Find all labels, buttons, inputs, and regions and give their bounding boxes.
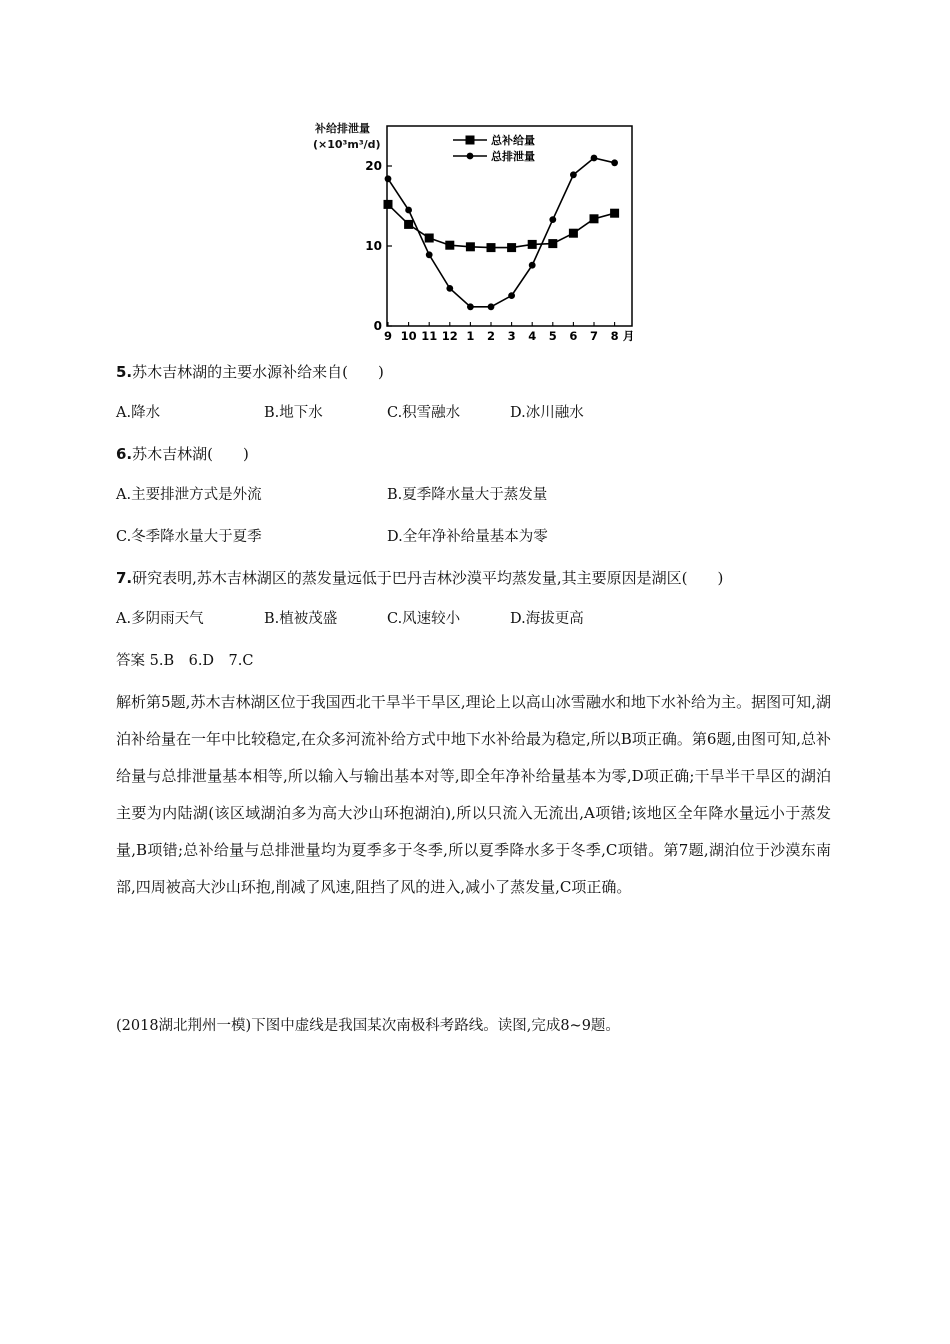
- y-axis-unit: (×10³m³/d): [313, 138, 381, 151]
- x-tick-label: 6: [569, 329, 578, 343]
- data-point-square: [384, 200, 393, 209]
- question-5: [116, 362, 384, 382]
- option-6d: D.全年净补给量基本为零: [387, 529, 548, 545]
- data-point-circle: [426, 251, 433, 258]
- x-tick-label: 11: [421, 329, 438, 343]
- data-point-circle: [591, 155, 598, 162]
- data-point-circle: [405, 207, 412, 214]
- x-tick-label: 4: [528, 329, 537, 343]
- data-point-square: [445, 241, 454, 250]
- y-tick-label: 10: [365, 239, 382, 253]
- legend-label: 总排泄量: [491, 150, 535, 163]
- data-point-square: [569, 229, 578, 238]
- data-point-square: [507, 243, 516, 252]
- question-7: [116, 568, 723, 588]
- data-point-circle: [570, 171, 577, 178]
- data-point-square: [548, 239, 557, 248]
- question-stem: 苏木吉林湖( ): [132, 445, 249, 463]
- x-tick-label: 12: [441, 329, 458, 343]
- question-stem: 研究表明,苏木吉林湖区的蒸发量远低于巴丹吉林沙漠平均蒸发量,其主要原因是湖区( ): [132, 569, 724, 587]
- question-number: 5.: [116, 363, 133, 381]
- data-point-circle: [508, 292, 515, 299]
- data-point-circle: [467, 303, 474, 310]
- x-unit-label: 月: [622, 329, 635, 343]
- option-5a: A.降水: [116, 405, 161, 421]
- x-tick-label: 7: [589, 329, 599, 343]
- data-point-square: [404, 220, 413, 229]
- x-tick-label: 3: [507, 329, 516, 343]
- option-7d: D.海拔更高: [510, 611, 584, 627]
- option-5c: C.积雪融水: [387, 405, 461, 421]
- x-tick-label: 2: [486, 329, 496, 343]
- data-point-square: [610, 209, 619, 218]
- y-tick-label: 20: [365, 159, 382, 173]
- data-point-square: [487, 243, 496, 252]
- option-7a: A.多阴雨天气: [116, 611, 204, 627]
- data-point-circle: [488, 303, 495, 310]
- data-point-square: [590, 214, 599, 223]
- option-6b: B.夏季降水量大于蒸发量: [387, 487, 548, 503]
- next-section-intro: (2018湖北荆州一模)下图中虚线是我国某次南极科考路线。读图,完成8~9题。: [116, 1018, 620, 1034]
- x-tick-label: 10: [400, 329, 417, 343]
- y-tick-label: 0: [373, 319, 382, 333]
- data-point-circle: [611, 159, 618, 166]
- x-tick-label: 1: [466, 329, 475, 343]
- x-tick-label: 9: [383, 329, 393, 343]
- question-stem: 苏木吉林湖的主要水源补给来自( ): [132, 363, 384, 381]
- data-point-circle: [446, 285, 453, 292]
- y-axis-label: 补给排泄量: [315, 122, 370, 135]
- option-6c: C.冬季降水量大于夏季: [116, 529, 262, 545]
- legend-label: 总补给量: [491, 134, 535, 147]
- data-point-circle: [385, 175, 392, 182]
- option-7c: C.风速较小: [387, 611, 461, 627]
- question-6: [116, 444, 249, 464]
- answer-line: 答案 5.B 6.D 7.C: [116, 653, 254, 669]
- recharge-discharge-chart: [305, 118, 650, 350]
- data-point-circle: [529, 262, 536, 269]
- data-point-circle: [549, 216, 556, 223]
- question-number: 7.: [116, 569, 133, 587]
- question-number: 6.: [116, 445, 133, 463]
- option-6a: A.主要排泄方式是外流: [116, 487, 262, 503]
- data-point-square: [466, 242, 475, 251]
- data-point-square: [425, 234, 434, 243]
- chart-svg: [305, 118, 650, 350]
- analysis-paragraph: 解析第5题,苏木吉林湖区位于我国西北干旱半干旱区,理论上以高山冰雪融水和地下水补给为主。据图可知,湖泊补给量在一年中比较稳定,在众多河流补给方式中地下水补给最为稳定,所以B项正确。第6题,由图可知,总补给量与总排泄量基本相等,所以输入与输出基本对等,即全年净补给量基本为零,D项正确;干旱半干旱区的湖泊主要为内陆湖(该区域湖泊多为高大沙山环抱湖泊),所以只流入无流出,A项错;该地区全年降水量远小于蒸发量,B项错;总补给量与总排泄量均为夏季多于冬季,所以夏季降水多于冬季,C项错。第7题,湖泊位于沙漠东南部,四周被高大沙山环抱,削减了风速,阻挡了风的进入,减小了蒸发量,C项正确。: [116, 693, 831, 896]
- x-tick-label: 8: [610, 329, 619, 343]
- series-line-1: [388, 204, 615, 247]
- legend-marker-square: [466, 136, 475, 145]
- x-tick-label: 5: [548, 329, 557, 343]
- option-5d: D.冰川融水: [510, 405, 584, 421]
- data-point-square: [528, 240, 537, 249]
- legend-marker-circle: [467, 153, 474, 160]
- option-5b: B.地下水: [264, 405, 323, 421]
- option-7b: B.植被茂盛: [264, 611, 338, 627]
